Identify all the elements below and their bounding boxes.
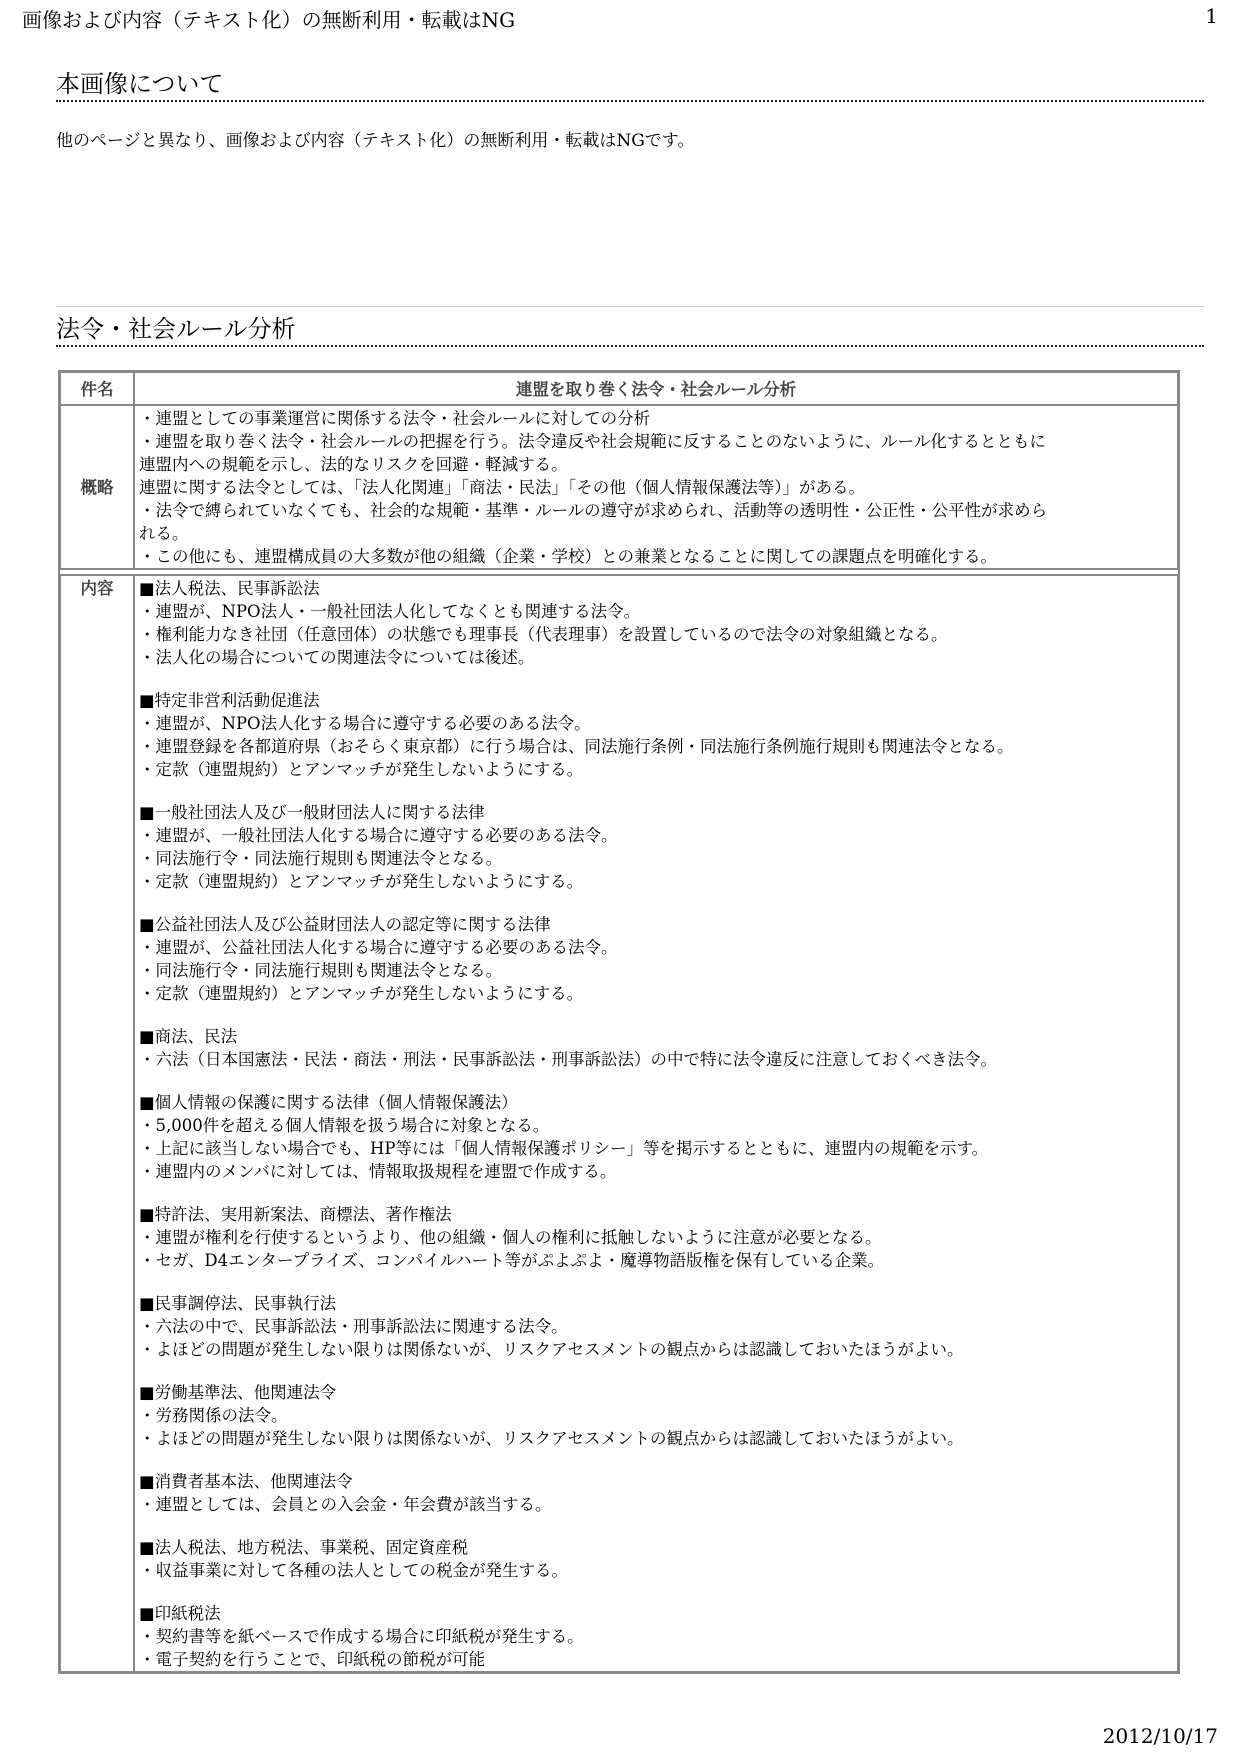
content-row	[60, 575, 1178, 1672]
law-note: ・定款（連盟規約）とアンマッチが発生しないようにする。	[139, 760, 584, 779]
law-heading: ■印紙税法	[139, 1604, 221, 1623]
section-about-heading: 本画像について	[56, 62, 1204, 102]
law-note: ・権利能力なき社団（任意団体）の状態でも理事長（代表理事）を設置しているので法令の対象組織となる。	[139, 625, 948, 644]
summary-cell	[134, 405, 1178, 569]
content-block	[139, 689, 1173, 781]
law-note: ・契約書等を紙ベースで作成する場合に印紙税が発生する。	[139, 1627, 584, 1646]
law-note: ・よほどの問題が発生しない限りは関係ないが、リスクアセスメントの観点からは認識しておいたほうがよい。	[139, 1429, 964, 1448]
content-block	[139, 1091, 1173, 1183]
section-law-heading: 法令・社会ルール分析	[56, 307, 1204, 347]
summary-line: れる。	[139, 524, 189, 543]
law-heading: ■特許法、実用新案法、商標法、著作権法	[139, 1205, 452, 1224]
law-note: ・六法の中で、民事訴訟法・刑事訴訟法に関連する法令。	[139, 1317, 568, 1336]
section-law	[56, 306, 1204, 347]
law-note: ・連盟内のメンバに対しては、情報取扱規程を連盟で作成する。	[139, 1162, 617, 1181]
law-heading: ■法人税法、民事訴訟法	[139, 579, 320, 598]
law-heading: ■一般社団法人及び一般財団法人に関する法律	[139, 803, 485, 822]
summary-line: ・連盟としての事業運営に関係する法令・社会ルールに対しての分析	[139, 409, 651, 428]
summary-line: ・法令で縛られていなくても、社会的な規範・基準・ルールの遵守が求められ、活動等の透明性・公正性・公平性が求めら	[139, 501, 1048, 520]
subject-label: 件名	[60, 372, 134, 405]
law-note: ・同法施行令・同法施行規則も関連法令となる。	[139, 961, 502, 980]
footer-date: 2012/10/17	[1102, 1724, 1218, 1748]
law-note: ・連盟が、NPO法人・一般社団法人化してなくとも関連する法令。	[139, 602, 641, 621]
law-note: ・同法施行令・同法施行規則も関連法令となる。	[139, 849, 502, 868]
page-number: 1	[1205, 4, 1218, 28]
content-block	[139, 1025, 1173, 1071]
law-note: ・法人化の場合についての関連法令については後述。	[139, 648, 535, 667]
law-note: ・連盟が、公益社団法人化する場合に遵守する必要のある法令。	[139, 938, 618, 957]
law-note: ・連盟が権利を行使するというより、他の組織・個人の権利に抵触しないように注意が必要となる。	[139, 1228, 882, 1247]
content-cell	[134, 575, 1178, 1672]
content-block	[139, 1470, 1173, 1516]
law-note: ・労務関係の法令。	[139, 1406, 288, 1425]
law-heading: ■商法、民法	[139, 1027, 238, 1046]
summary-line: ・連盟を取り巻く法令・社会ルールの把握を行う。法令違反や社会規範に反することのないように、ルール化するとともに	[139, 432, 1046, 451]
summary-line: 連盟に関する法令としては、「法人化関連」「商法・民法」「その他（個人情報保護法等）」がある。	[139, 478, 865, 497]
law-note: ・よほどの問題が発生しない限りは関係ないが、リスクアセスメントの観点からは認識しておいたほうがよい。	[139, 1340, 964, 1359]
subject-value: 連盟を取り巻く法令・社会ルール分析	[134, 372, 1178, 405]
section-about	[56, 62, 1204, 102]
law-note: ・連盟が、一般社団法人化する場合に遵守する必要のある法令。	[139, 826, 618, 845]
law-analysis-table	[58, 370, 1180, 1674]
law-note: ・セガ、D4エンタープライズ、コンパイルハート等がぷよぷよ・魔導物語版権を保有している企業。	[139, 1251, 885, 1270]
law-note: ・5,000件を超える個人情報を扱う場合に対象となる。	[139, 1116, 550, 1135]
content-block	[139, 1602, 1173, 1671]
summary-label: 概略	[60, 405, 134, 569]
law-heading: ■特定非営利活動促進法	[139, 691, 320, 710]
law-note: ・定款（連盟規約）とアンマッチが発生しないようにする。	[139, 984, 584, 1003]
page-header	[0, 0, 1240, 40]
section-about-text: 他のページと異なり、画像および内容（テキスト化）の無断利用・転載はNGです。	[56, 131, 695, 151]
law-heading: ■個人情報の保護に関する法律（個人情報保護法）	[139, 1093, 518, 1112]
content-block	[139, 577, 1173, 669]
law-note: ・上記に該当しない場合でも、HP等には「個人情報保護ポリシー」等を掲示するとともに、連盟内の規範を示す。	[139, 1139, 989, 1158]
law-note: ・六法（日本国憲法・民法・商法・刑法・民事訴訟法・刑事訴訟法）の中で特に法令違反に注意しておくべき法令。	[139, 1050, 997, 1069]
summary-row	[60, 405, 1178, 569]
law-note: ・収益事業に対して各種の法人としての税金が発生する。	[139, 1561, 568, 1580]
law-note: ・連盟登録を各都道府県（おそらく東京都）に行う場合は、同法施行条例・同法施行条例施行規則も関連法令となる。	[139, 737, 1014, 756]
header-title: 画像および内容（テキスト化）の無断利用・転載はNG	[22, 8, 516, 32]
law-note: ・定款（連盟規約）とアンマッチが発生しないようにする。	[139, 872, 584, 891]
law-heading: ■公益社団法人及び公益財団法人の認定等に関する法律	[139, 915, 551, 934]
law-note: ・連盟が、NPO法人化する場合に遵守する必要のある法令。	[139, 714, 591, 733]
law-note: ・連盟としては、会員との入会金・年会費が該当する。	[139, 1495, 552, 1514]
content-block	[139, 1203, 1173, 1272]
content-block	[139, 913, 1173, 1005]
law-heading: ■消費者基本法、他関連法令	[139, 1472, 353, 1491]
content-block	[139, 1292, 1173, 1361]
content-label: 内容	[60, 575, 134, 1672]
content-block	[139, 1381, 1173, 1450]
subject-row	[60, 372, 1178, 405]
law-note: ・電子契約を行うことで、印紙税の節税が可能	[139, 1650, 486, 1669]
law-heading: ■労働基準法、他関連法令	[139, 1383, 337, 1402]
content-block	[139, 801, 1173, 893]
law-heading: ■法人税法、地方税法、事業税、固定資産税	[139, 1538, 469, 1557]
content-blocks	[139, 577, 1173, 1671]
content-block	[139, 1536, 1173, 1582]
summary-lines	[139, 407, 1173, 568]
summary-line: ・この他にも、連盟構成員の大多数が他の組織（企業・学校）との兼業となることに関しての課題点を明確化する。	[139, 547, 997, 566]
law-heading: ■民事調停法、民事執行法	[139, 1294, 337, 1313]
summary-line: 連盟内への規範を示し、法的なリスクを回避・軽減する。	[139, 455, 568, 474]
